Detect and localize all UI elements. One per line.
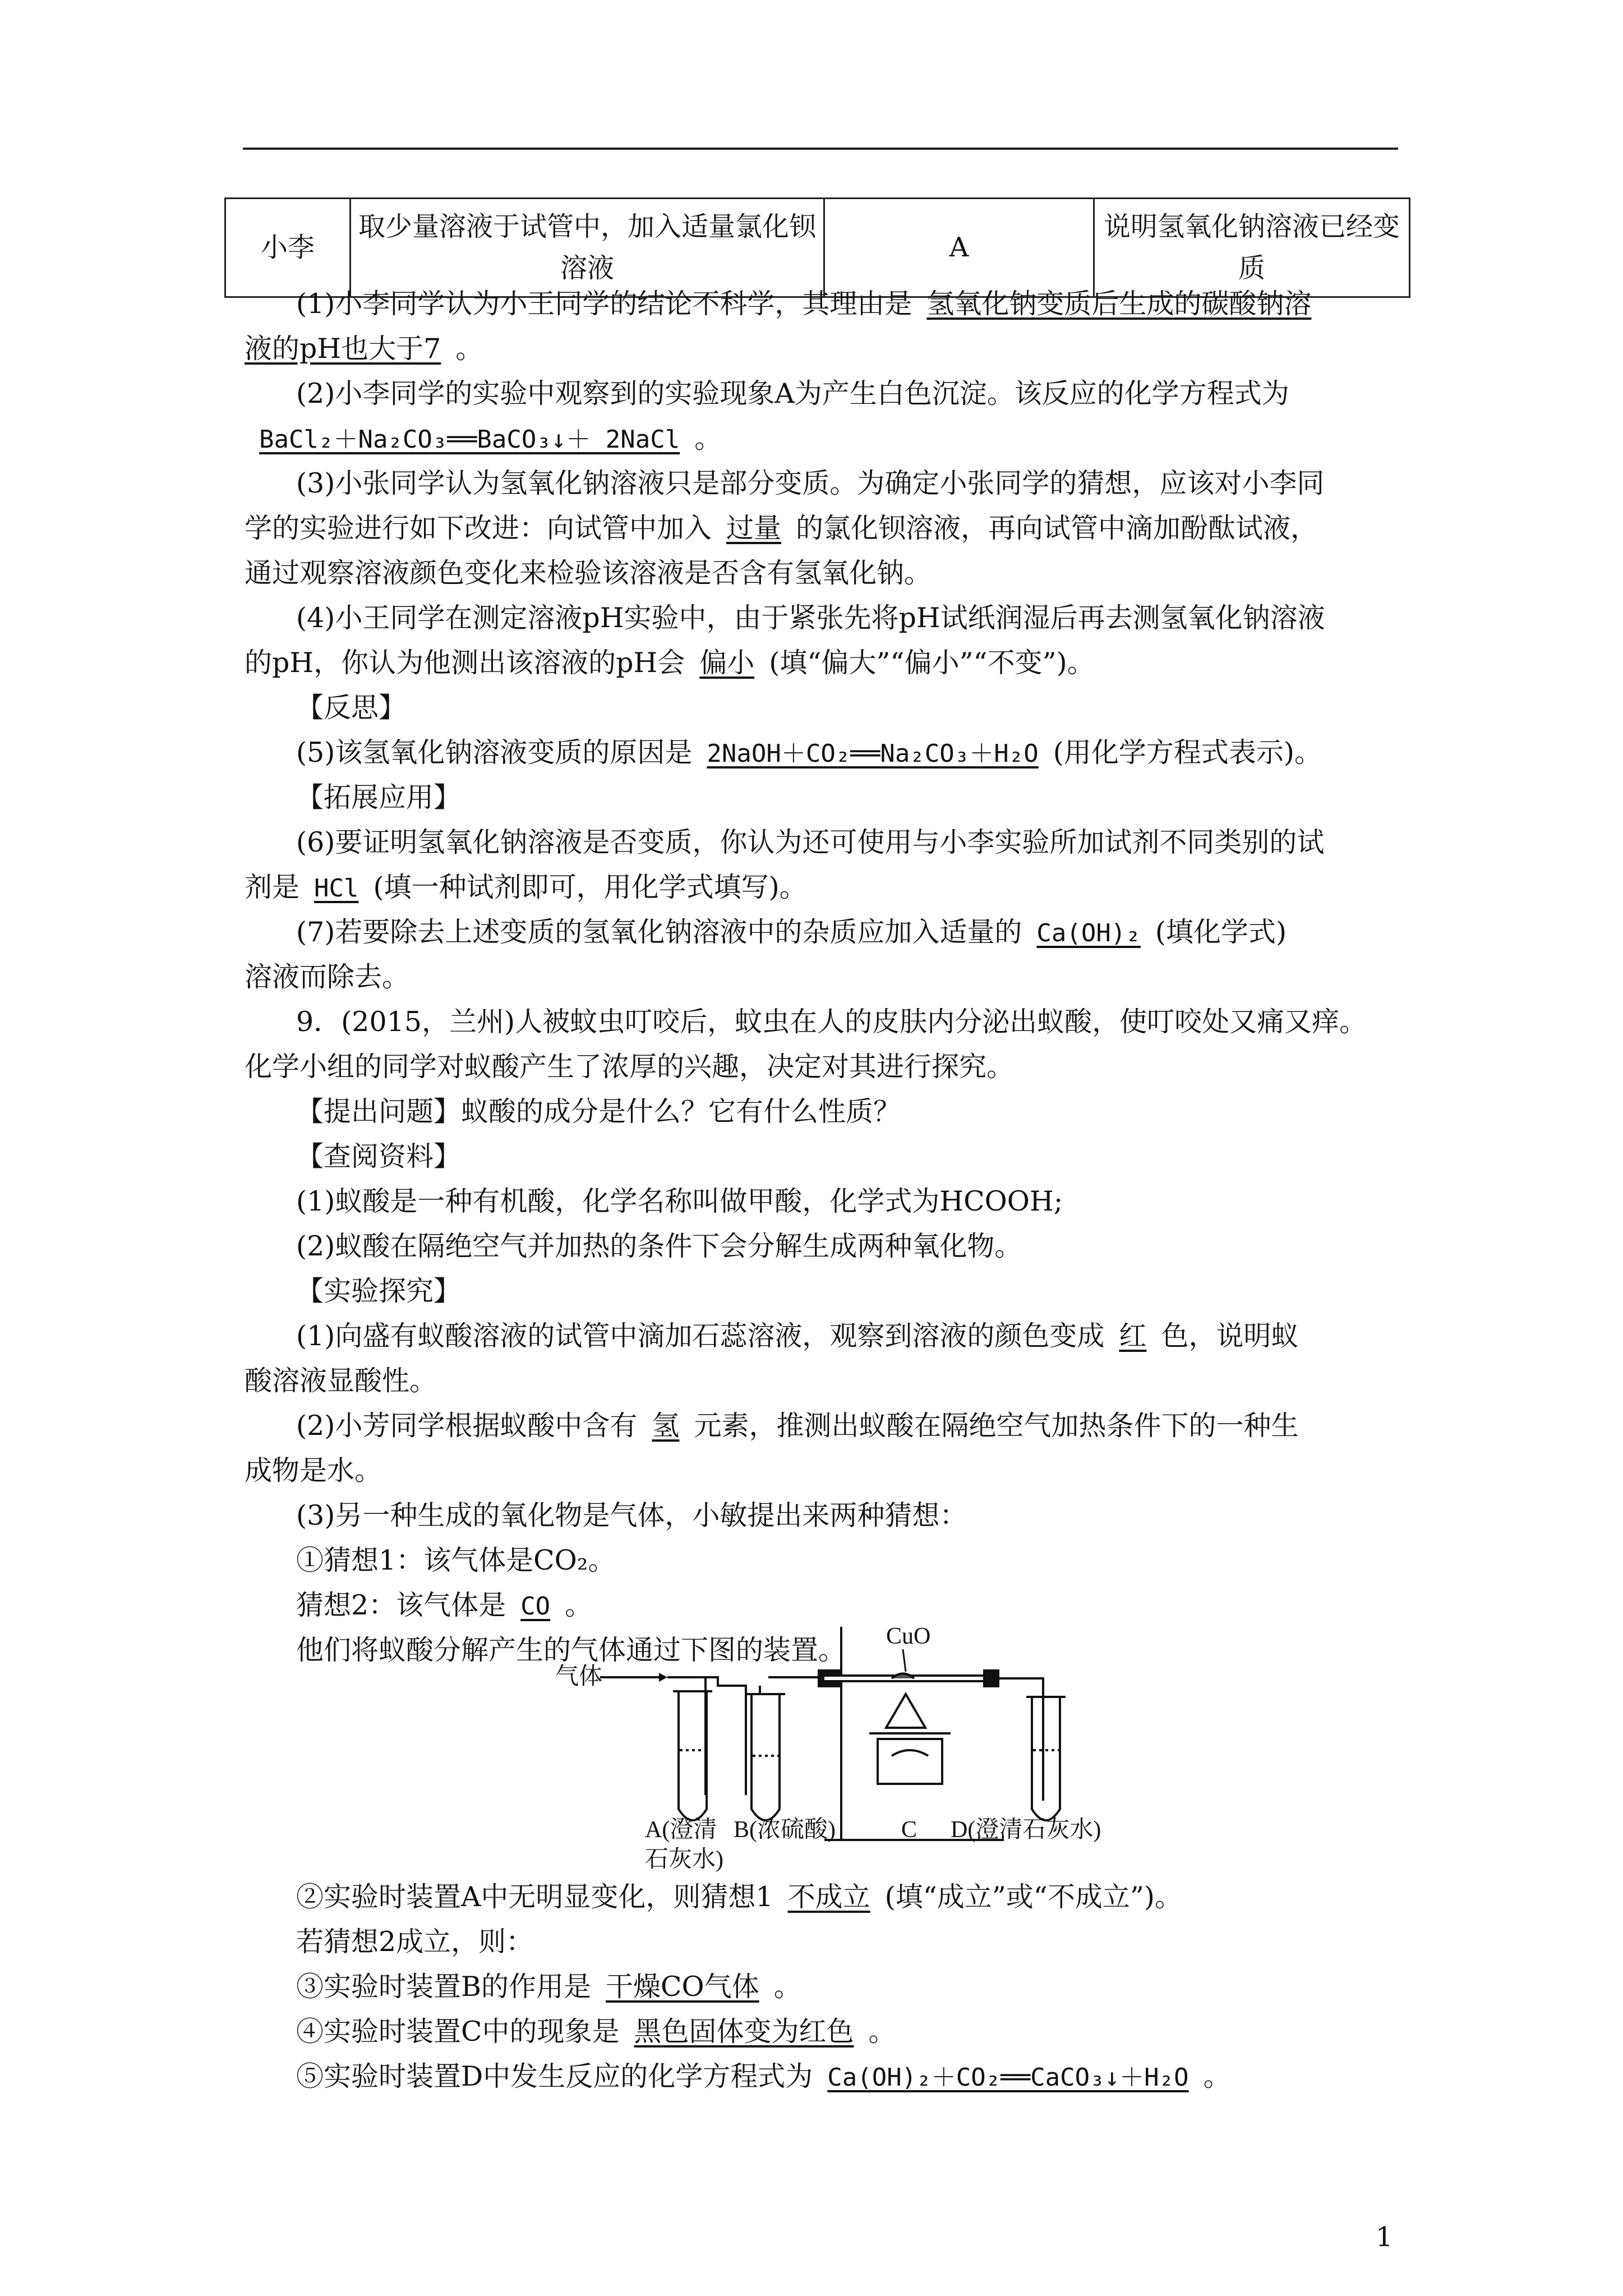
q9-intro-line2: 化学小组的同学对蚁酸产生了浓厚的兴趣，决定对其进行探究。 bbox=[245, 1051, 1015, 1083]
page-number: 1 bbox=[1376, 2221, 1393, 2253]
text: ④实验时装置C中的现象是 bbox=[296, 2016, 620, 2047]
q8-part7-line1 bbox=[296, 915, 1287, 950]
label-b: B(浓硫酸) bbox=[734, 1817, 836, 1843]
text: (1)小李同学认为小王同学的结论不科学，其理由是 bbox=[296, 288, 912, 320]
table-row bbox=[225, 199, 1410, 297]
answer-blank: CO bbox=[520, 1592, 551, 1621]
text: (填“偏大”“偏小”“不变”)。 bbox=[769, 647, 1095, 679]
heading-reference: 【查阅资料】 bbox=[296, 1140, 462, 1172]
answer-blank: 氢氧化钠变质后生成的碳酸钠溶 bbox=[926, 288, 1312, 320]
q8-part1-line2 bbox=[245, 332, 483, 366]
text: ⑤实验时装置D中发生反应的化学方程式为 bbox=[296, 2060, 813, 2092]
cuo-pointer bbox=[903, 1649, 906, 1672]
text: 猜想2：该气体是 bbox=[296, 1589, 506, 1621]
answer-blank: 氢 bbox=[652, 1410, 680, 1442]
q9-device-intro: 他们将蚁酸分解产生的气体通过下图的装置。 bbox=[296, 1634, 846, 1666]
q8-part4-line1: (4)小王同学在测定溶液pH实验中，由于紧张先将pH试纸润湿后再去测氢氧化钠溶液 bbox=[296, 602, 1325, 634]
q8-part6-line1: (6)要证明氢氧化钠溶液是否变质，你认为还可使用与小李实验所加试剂不同类别的试 bbox=[296, 826, 1325, 858]
q8-part7-line2: 溶液而除去。 bbox=[245, 961, 410, 993]
text: 的氯化钡溶液，再向试管中滴加酚酞试液， bbox=[796, 512, 1318, 544]
q9-guess2 bbox=[296, 1589, 592, 1623]
text: (5)该氢氧化钠溶液变质的原因是 bbox=[296, 737, 693, 769]
text: (2)小芳同学根据蚁酸中含有 bbox=[296, 1410, 638, 1442]
heading-reflection: 【反思】 bbox=[296, 692, 407, 724]
gas-label: 气体 bbox=[555, 1664, 603, 1690]
text: 。 bbox=[455, 333, 483, 365]
answer-blank: 偏小 bbox=[699, 647, 755, 679]
q9-reference-1: (1)蚁酸是一种有机酸，化学名称叫做甲酸，化学式为HCOOH; bbox=[296, 1185, 1063, 1217]
q9-step4 bbox=[296, 2015, 896, 2049]
q8-part6-line2 bbox=[245, 871, 807, 905]
text: 色，说明蚁 bbox=[1161, 1320, 1299, 1352]
text: ②实验时装置A中无明显变化，则猜想1 bbox=[296, 1881, 773, 1913]
tube-d bbox=[998, 1678, 1066, 1820]
q8-part1-line1 bbox=[296, 287, 1326, 321]
answer-blank: 干燥CO气体 bbox=[606, 1971, 759, 2003]
header-rule bbox=[243, 148, 1398, 150]
apparatus-diagram bbox=[555, 1616, 1172, 1874]
q9-problem: 【提出问题】蚁酸的成分是什么？它有什么性质？ bbox=[296, 1096, 901, 1128]
text: 剂是 bbox=[245, 871, 300, 903]
label-c: C bbox=[901, 1817, 917, 1843]
q8-part3-line2 bbox=[245, 512, 1318, 545]
text: (填一种试剂即可，用化学式填写)。 bbox=[373, 871, 807, 903]
q9-step3 bbox=[296, 1970, 801, 2004]
heading-experiment: 【实验探究】 bbox=[296, 1275, 462, 1307]
text: (用化学方程式表示)。 bbox=[1053, 737, 1322, 769]
table-cell-conclusion: 说明氢氧化钠溶液已经变质 bbox=[1094, 199, 1410, 297]
q9-intro-line1: 9．(2015，兰州)人被蚊虫叮咬后，蚊虫在人的皮肤内分泌出蚁酸，使叮咬处又痛又痒。 bbox=[296, 1006, 1367, 1038]
text: 。 bbox=[868, 2016, 896, 2047]
text: (1)向盛有蚁酸溶液的试管中滴加石蕊溶液，观察到溶液的颜色变成 bbox=[296, 1320, 1105, 1352]
tube-b bbox=[737, 1677, 819, 1820]
text: (填化学式) bbox=[1155, 916, 1287, 948]
label-d: D(澄清石灰水) bbox=[951, 1817, 1101, 1843]
q8-part3-line1: (3)小张同学认为氢氧化钠溶液只是部分变质。为确定小张同学的猜想，应该对小李同 bbox=[296, 467, 1325, 499]
q9-exp3: (3)另一种生成的氧化物是气体，小敏提出来两种猜想： bbox=[296, 1499, 967, 1531]
text: 学的实验进行如下改进：向试管中加入 bbox=[245, 512, 712, 544]
q9-exp1-line2: 酸溶液显酸性。 bbox=[245, 1365, 437, 1397]
q8-part4-line2 bbox=[245, 646, 1095, 680]
q9-exp2-line2: 成物是水。 bbox=[245, 1455, 382, 1487]
text: (7)若要除去上述变质的氢氧化钠溶液中的杂质应加入适量的 bbox=[296, 916, 1022, 948]
answer-blank: Ca(OH)₂ bbox=[1036, 919, 1141, 947]
q9-exp1-line1 bbox=[296, 1319, 1298, 1353]
heading-extension: 【拓展应用】 bbox=[296, 781, 462, 813]
answer-blank: 2NaOH＋CO₂══Na₂CO₃＋H₂O bbox=[707, 739, 1039, 768]
text: (填“成立”或“不成立”)。 bbox=[884, 1881, 1183, 1913]
q9-exp2-line1 bbox=[296, 1409, 1298, 1443]
text: 元素，推测出蚁酸在隔绝空气加热条件下的一种生 bbox=[694, 1410, 1299, 1442]
q9-guess1: ①猜想1：该气体是CO₂。 bbox=[296, 1544, 616, 1576]
label-a-line2: 石灰水) bbox=[645, 1847, 723, 1872]
apparatus-c bbox=[819, 1627, 1004, 1840]
q9-reference-2: (2)蚁酸在隔绝空气并加热的条件下会分解生成两种氧化物。 bbox=[296, 1230, 1022, 1262]
table-cell-name: 小李 bbox=[225, 199, 351, 297]
table-cell-phenomenon: A bbox=[824, 199, 1094, 297]
q8-part3-line3: 通过观察溶液颜色变化来检验该溶液是否含有氢氧化钠。 bbox=[245, 557, 932, 589]
label-a: A(澄清 bbox=[645, 1817, 717, 1843]
answer-blank: 红 bbox=[1119, 1320, 1147, 1352]
q8-part2-line1: (2)小李同学的实验中观察到的实验现象A为产生白色沉淀。该反应的化学方程式为 bbox=[296, 378, 1289, 409]
table-cell-operation: 取少量溶液于试管中，加入适量氯化钡溶液 bbox=[351, 199, 824, 297]
cuo-label: CuO bbox=[886, 1623, 931, 1649]
answer-blank: 黑色固体变为红色 bbox=[634, 2016, 854, 2047]
answer-blank: HCl bbox=[314, 874, 359, 903]
q8-part5 bbox=[296, 736, 1322, 771]
text: 。 bbox=[565, 1589, 593, 1621]
q9-step5 bbox=[296, 2060, 1231, 2095]
text: ③实验时装置B的作用是 bbox=[296, 1971, 592, 2003]
answer-blank: 过量 bbox=[726, 512, 782, 544]
text: 。 bbox=[694, 422, 722, 454]
text: 。 bbox=[773, 1971, 801, 2003]
answer-blank: 不成立 bbox=[787, 1881, 870, 1913]
q9-if-guess2: 若猜想2成立，则： bbox=[296, 1926, 534, 1958]
answer-blank: Ca(OH)₂＋CO₂══CaCO₃↓＋H₂O bbox=[827, 2063, 1189, 2092]
arrow-head bbox=[659, 1673, 667, 1682]
q8-part2-line2 bbox=[245, 422, 722, 457]
tube-a bbox=[667, 1677, 737, 1820]
answer-blank: BaCl₂＋Na₂CO₃══BaCO₃↓＋ 2NaCl bbox=[259, 425, 680, 454]
experiment-table bbox=[224, 197, 1410, 298]
text: 的pH，你认为他测出该溶液的pH会 bbox=[245, 647, 685, 679]
answer-blank: 液的pH也大于7 bbox=[245, 333, 441, 365]
q9-step2 bbox=[296, 1880, 1182, 1914]
text: 。 bbox=[1203, 2060, 1231, 2092]
